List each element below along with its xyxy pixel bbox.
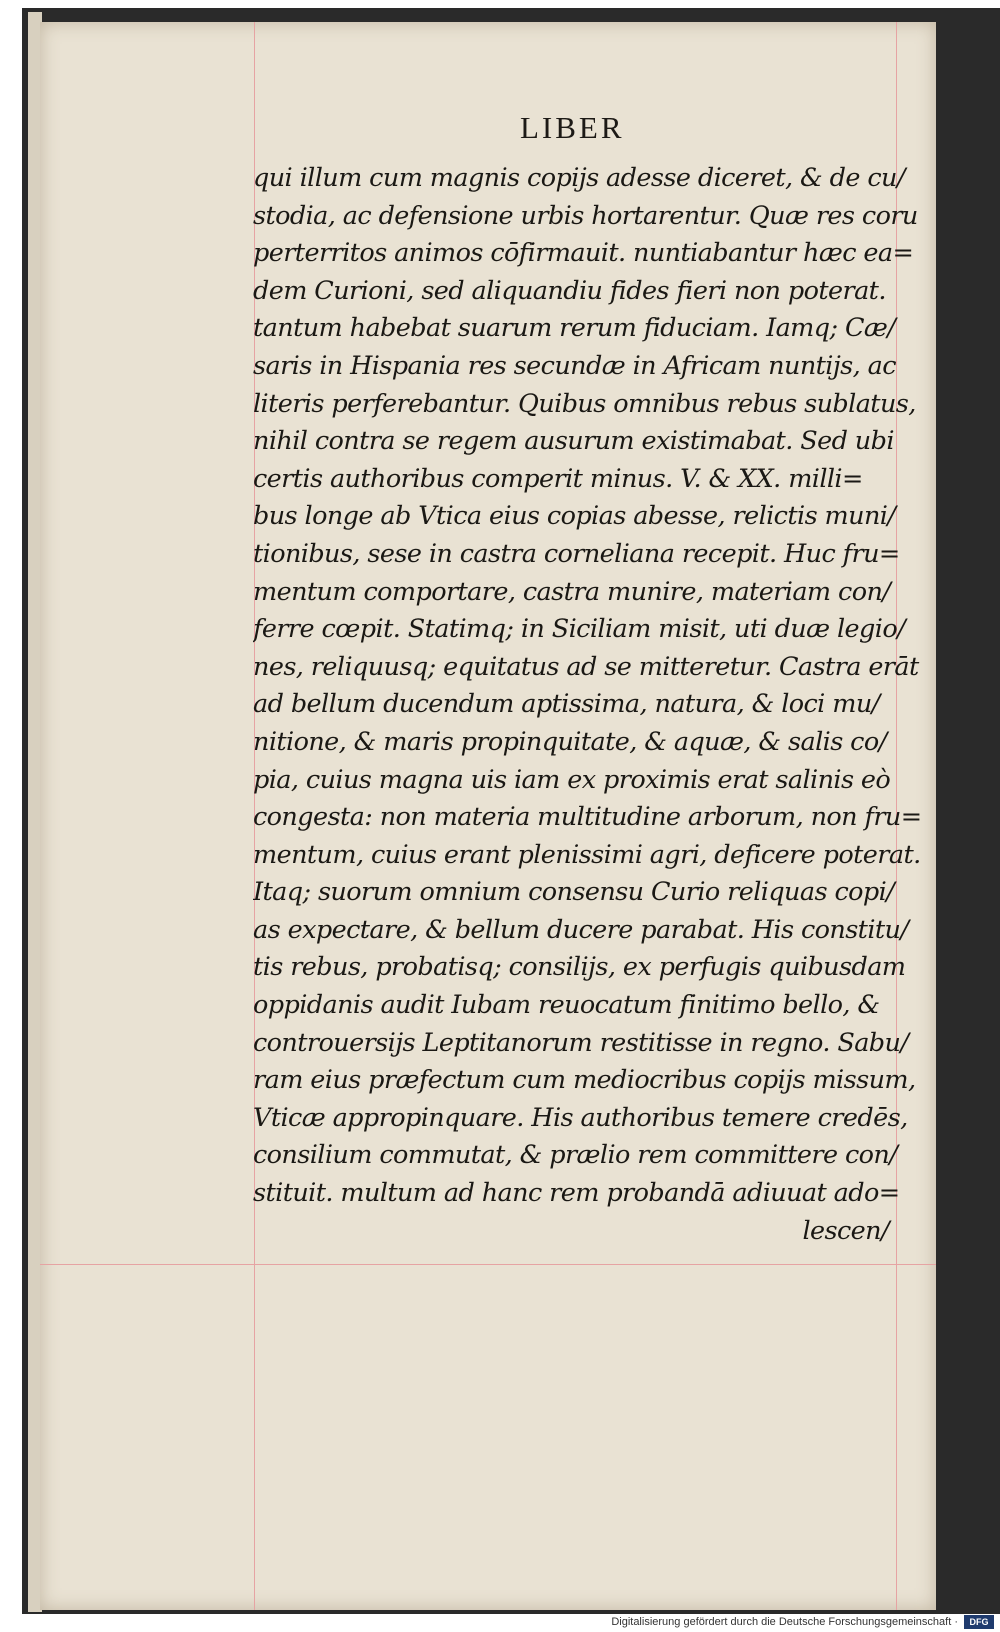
- running-head: LIBER: [520, 110, 625, 145]
- text-line: literis perferebantur. Quibus omnibus rebus sublatus,: [253, 388, 916, 419]
- text-line: ferre cœpit. Statimq; in Siciliam misit, uti duæ legio/: [253, 614, 906, 645]
- text-line: pia, cuius magna uis iam ex proximis erat salinis eò: [253, 764, 891, 795]
- text-line: consilium commutat, & prælio rem committere con/: [253, 1140, 898, 1171]
- text-line: Vticæ appropinquare. His authoribus temere credēs,: [253, 1102, 908, 1133]
- text-line: ad bellum ducendum aptissima, natura, & loci mu/: [253, 689, 880, 720]
- footer-credit: Digitalisierung gefördert durch die Deutsche Forschungsgemeinschaft ·: [611, 1616, 958, 1628]
- text-line: nitione, & maris propinquitate, & aquæ, & salis co/: [253, 726, 887, 757]
- text-line: stituit. multum ad hanc rem probandā adiuuat ado=: [253, 1178, 900, 1209]
- text-line: tis rebus, probatisq; consilijs, ex perfugis quibusdam: [253, 952, 906, 983]
- text-line: qui illum cum magnis copijs adesse diceret, & de cu/: [253, 163, 905, 193]
- text-line: Itaq; suorum omnium consensu Curio reliquas copi/: [253, 877, 895, 908]
- text-line: perterritos animos cōfirmauit. nuntiabantur hæc ea=: [253, 238, 914, 269]
- text-line: dem Curioni, sed aliquandiu fides fieri non poterat.: [253, 275, 886, 306]
- text-line: congesta: non materia multitudine arborum, non fru=: [253, 802, 922, 833]
- margin-rule-bottom: [40, 1264, 936, 1265]
- text-line: mentum, cuius erant plenissimi agri, deficere poterat.: [253, 839, 921, 870]
- text-line: tionibus, sese in castra corneliana recepit. Huc fru=: [253, 538, 900, 569]
- text-line: oppidanis audit Iubam reuocatum finitimo bello, &: [253, 990, 880, 1021]
- text-line: ram eius præfectum cum mediocribus copijs missum,: [253, 1065, 916, 1096]
- text-line: nes, reliquusq; equitatus ad se mitteretur. Castra erāt: [253, 651, 919, 682]
- text-line: stodia, ac defensione urbis hortarentur. Quæ res coru: [253, 200, 918, 231]
- text-line: certis authoribus comperit minus. V. & XX. milli=: [253, 463, 863, 494]
- dfg-logo: DFG: [964, 1615, 994, 1629]
- text-block: [253, 160, 937, 1250]
- text-line: lescen/: [802, 1215, 889, 1246]
- text-line: saris in Hispania res secundæ in Africam nuntijs, ac: [253, 350, 896, 381]
- footer-bar: [0, 1614, 1000, 1632]
- text-line: bus longe ab Vtica eius copias abesse, relictis muni/: [253, 501, 896, 532]
- text-line: tantum habebat suarum rerum fiduciam. Iamq; Cæ/: [253, 313, 896, 344]
- text-line: nihil contra se regem ausurum existimabat. Sed ubi: [253, 426, 894, 457]
- text-line: mentum comportare, castra munire, materiam con/: [253, 576, 891, 607]
- text-line: controuersijs Leptitanorum restitisse in regno. Sabu/: [253, 1027, 909, 1058]
- text-line: as expectare, & bellum ducere parabat. His constitu/: [253, 914, 909, 945]
